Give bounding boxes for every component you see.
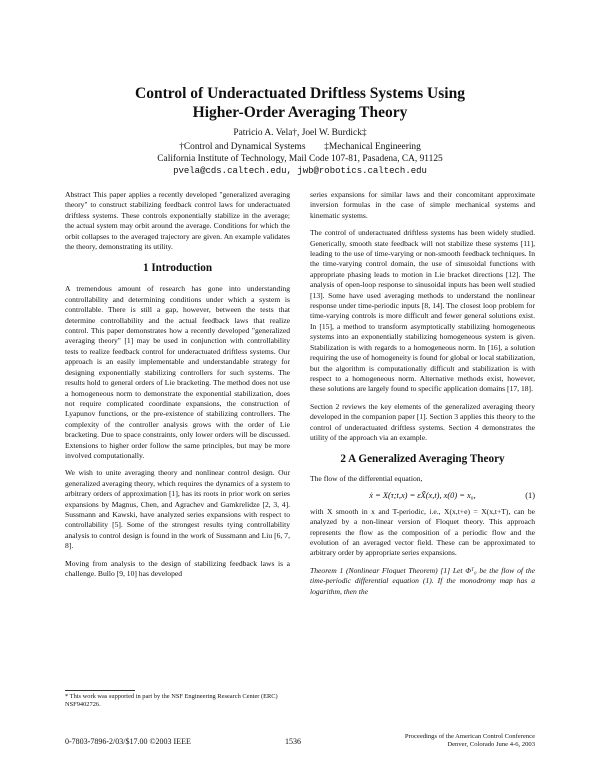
equation-text: ẋ = X(τ;t,x) = εX̃(x,t), x(0) = x₀, <box>369 490 476 500</box>
conference-line1: Proceedings of the American Control Conference <box>404 733 535 740</box>
section2-body: with X smooth in x and T-periodic, i.e., X(x,t+e) = X(x,t+T), can be analyzed by a non-linear version of Floquet theory. This approach represents the flow as the composition of a periodic flow and the evolution of an averaged vector field. These can be approximated to arbitrary order by appropriate series expansions. <box>310 506 535 558</box>
conference-info <box>395 733 535 749</box>
section2-intro: The flow of the differential equation, <box>310 474 423 484</box>
intro-paragraph-3: Moving from analysis to the design of stabilizing feedback laws is a challenge. Bullo [9, 10] has developed <box>65 558 290 578</box>
section2-heading: 2 A Generalized Averaging Theory <box>340 453 505 466</box>
paper-title-line2: Higher-Order Averaging Theory <box>192 104 408 121</box>
footnote: * This work was supported in part by the NSF Engineering Research Center (ERC) NSF9402726. <box>65 693 278 708</box>
copyright-line: 0-7803-7896-2/03/$17.00 ©2003 IEEE <box>65 737 191 746</box>
conference-line2: Denver, Colorado June 4-6, 2003 <box>447 741 535 748</box>
intro-paragraph-1: A tremendous amount of research has gone into understanding controllability and determining conditions under which a system is controllable. There is still a gap, however, between the tests that determine controllability and the actual feedback laws that realize control. This paper demonstrates how a recently developed "generalized averaging theory" [1] may be used in conjunction with controllability tests to realize feedback control for underactuated driftless systems. Our approach is an easily implementable and understandable strategy for designing exponentially stabilizing controllers for such systems. The results hold to general orders of Lie bracketing. The method does not use a homogeneous norm to demonstrate the exponential stabilization, does not require complicated coordinate expansions, the construction of Lyapunov functions, or the pre-existence of stabilizing controllers. The complexity of the controller analysis grows with the order of Lie bracketing. Due to space constraints, only lower orders will be discussed. Extensions to higher order follow the same principles, but may be more involved computationally. <box>65 284 290 460</box>
authors: Patricio A. Vela†, Joel W. Burdick‡ <box>233 128 367 138</box>
section1-heading: 1 Introduction <box>142 262 213 275</box>
abstract: Abstract This paper applies a recently developed "generalized averaging theory" to construct stabilizing feedback control laws for underactuated driftless systems. These controls exponentially stabilize in the average; the actual system may orbit around the average. Conditions for which the orbit collapses to the averaged trajectory are given. An example validates the theory, demonstrating its utility. <box>65 190 290 252</box>
equation-1 <box>310 490 535 501</box>
right-paragraph-3: Section 2 reviews the key elements of the generalized averaging theory developed in the companion paper [1]. Section 3 applies this theory to the control of underactuated driftless systems. Section 4 demonstrates the utility of the approach via an example. <box>310 401 535 442</box>
affiliation-line1: †Control and Dynamical Systems ‡Mechanical Engineering <box>179 142 421 152</box>
right-paragraph-2: The control of underactuated driftless systems has been widely studied. Generically, smooth state feedback will not stabilize these systems [11], leading to the use of time-varying or non-smooth feedback techniques. In the time-varying control domain, the use of sinusoidal functions with appropriate phasing leads to motion in Lie bracket directions [12]. The analysis of open-loop response to sinusoidal inputs has been well studied [13]. Some have used averaging methods to understand the nonlinear response under time-periodic inputs [8, 14]. The closest loop problem for time-varying controls is more difficult and fewer general solutions exist. In [15], a method to transform asymptotically stabilizing homogeneous systems into an exponentially stabilizing homogeneous system is given. Stabilization is with regards to a homogeneous norm. In [16], a solution requiring the use of homogeneity is found for global or local stabilization, but the algorithm is computationally difficult and stabilization is with respect to a homogeneous norm. Alternative methods exist, however, these solutions are largely found to specific application domains [17, 18]. <box>310 228 535 394</box>
intro-paragraph-2: We wish to unite averaging theory and nonlinear control design. Our generalized averaging theory, which requires the dynamics of a system to arbitrary orders of approximation [1], has its roots in prior work on series expansions by Magnus, Chen, and Agrachev and Gamkrelidze [2, 3, 4]. Sussmann and Kawski, have analyzed series expansions with respect to controllability [5]. Some of the strongest results tying controllability analysis to control design is found in the work of Sussmann and Liu [6, 7, 8]. <box>65 468 290 551</box>
footnote-rule <box>65 690 135 691</box>
equation-number: (1) <box>525 490 535 500</box>
author-emails: pvela@cds.caltech.edu, jwb@robotics.caltech.edu <box>173 166 427 176</box>
paper-title-line1: Control of Underactuated Driftless Systems Using <box>135 85 465 102</box>
right-paragraph-1: series expansions for similar laws and their concomitant approximate inversion formulas in the case of simple mechanical systems and kinematic systems. <box>310 190 535 220</box>
left-column <box>65 190 290 586</box>
theorem-1: Theorem 1 (Nonlinear Floquet Theorem) [1] Let Φᵀ₀ be the flow of the time-periodic differential equation (1). If the monodromy map has a logarithm, then the <box>310 565 535 596</box>
right-column <box>310 190 535 604</box>
page-number: 1536 <box>285 737 301 746</box>
affiliation-line2: California Institute of Technology, Mail Code 107-81, Pasadena, CA, 91125 <box>157 154 443 164</box>
